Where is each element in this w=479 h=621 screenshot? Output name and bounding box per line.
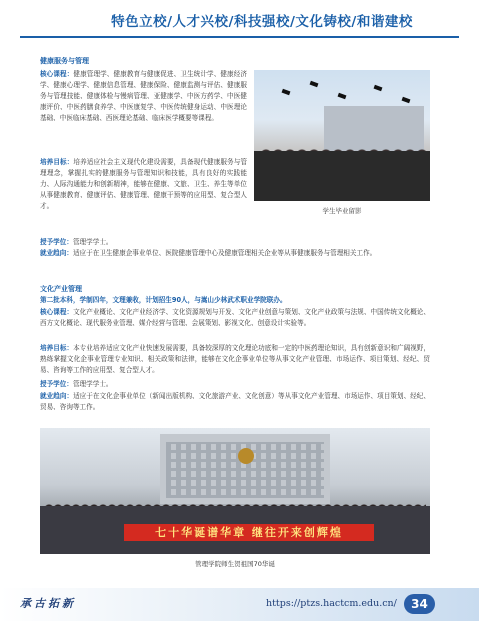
degree-label: 授予学位： <box>40 380 73 388</box>
core-courses-label: 核心课程： <box>40 70 74 78</box>
page-number: 34 <box>404 594 435 614</box>
training-goal-text: 本专业培养适应文化产业快速发展需要，具备较深厚的文化理论功底和一定的中医药理论知识，具有创新意识和广阔视野，熟练掌握文化企事业管理专业知识、相关政策和法律，能够在文化企事业单位等从事文化产业管理、市场运作、项目策划、经纪、贸易、咨询等工作的应用型、复合型人才。 <box>40 344 431 375</box>
training-goal-health <box>40 157 247 212</box>
graduation-photo <box>254 70 430 201</box>
celebration-banner: 七十华诞谱华章 继往开来创辉煌 <box>124 524 374 541</box>
footer-url[interactable]: https://ptzs.hactcm.edu.cn/ <box>266 598 397 609</box>
section-subtitle-culture: 第二批本科，学制四年，文理兼收，计划招生90人，与嵩山少林武术职业学院联办。 <box>40 296 287 304</box>
section-title-health: 健康服务与管理 <box>40 57 89 65</box>
photo-crowd <box>254 151 430 201</box>
core-courses-culture <box>40 307 430 329</box>
graduation-cap-icon <box>402 97 411 103</box>
graduation-cap-icon <box>310 81 319 87</box>
graduation-cap-icon <box>338 93 347 99</box>
employment-label: 就业趋向： <box>40 392 74 400</box>
footer-motto: 承古拓新 <box>20 597 76 610</box>
degree-text: 管理学学士。 <box>72 238 113 246</box>
training-goal-label: 培养目标： <box>40 344 74 352</box>
employment-text: 适应于在卫生健康企事业单位、医院健康管理中心及健康管理相关企业等从事健康服务与管理相关工作。 <box>72 249 377 257</box>
degree-culture <box>40 379 430 390</box>
page-header-title: 特色立校/人才兴校/科技强校/文化铸校/和谐建校 <box>111 14 413 30</box>
training-goal-culture <box>40 343 430 376</box>
core-courses-health <box>40 69 247 124</box>
celebration-photo <box>40 428 430 554</box>
employment-label: 就业趋向： <box>40 249 73 257</box>
employment-text: 适应于在文化企事业单位（新闻出版机构、文化旅游产业、文化创意）等从事文化产业管理、市场运作、项目策划、经纪、贸易、咨询等工作。 <box>40 392 431 412</box>
degree-text: 管理学学士。 <box>72 380 113 388</box>
training-goal-label: 培养目标： <box>40 158 74 166</box>
degree-label: 授予学位： <box>40 238 73 246</box>
core-courses-label: 核心课程： <box>40 308 74 316</box>
training-goal-text: 培养适应社会主义现代化建设需要，具备现代健康服务与管理理念，掌握扎实的健康服务与管理知识和技能，具有良好的实践能力、人际沟通能力和创新精神，能够在健康、文旅、卫生、养生等单位从事健康教育、健康评估、健康管理、健康干预等的应用型、复合型人才。 <box>40 158 248 211</box>
degree-health <box>40 237 247 248</box>
section-title-culture: 文化产业管理 <box>40 285 82 293</box>
employment-culture <box>40 391 430 413</box>
photo-caption-graduation: 学生毕业留影 <box>322 207 362 215</box>
core-courses-text: 文化产业概论、文化产业经济学、文化资源规划与开发、文化产业创意与策划、文化产业政策与法规、中国传统文化概论、西方文化概论、现代服务业管理、媒介经营与管理、会展策划、影视文化、创意设计实验等。 <box>40 308 431 328</box>
core-courses-text: 健康管理学、健康教育与健康促进、卫生统计学、健康经济学、健康心理学、健康信息管理、健康保险、健康监测与评估、健康服务与管理技能、健康体检与慢病管理、亚健康学、中医方药学、中医健康评价、中医药膳食养学、中医康复学、中医传统健身运动、中医理论基础、中医临床基础、西医理论基础、临床医学概要等课程。 <box>40 70 248 123</box>
school-emblem-icon <box>238 448 254 464</box>
graduation-cap-icon <box>282 89 291 95</box>
photo-caption-celebration: 管理学院师生贺祖国70华诞 <box>195 560 275 568</box>
graduation-cap-icon <box>374 85 383 91</box>
header-divider <box>20 36 459 38</box>
employment-health <box>40 248 430 259</box>
